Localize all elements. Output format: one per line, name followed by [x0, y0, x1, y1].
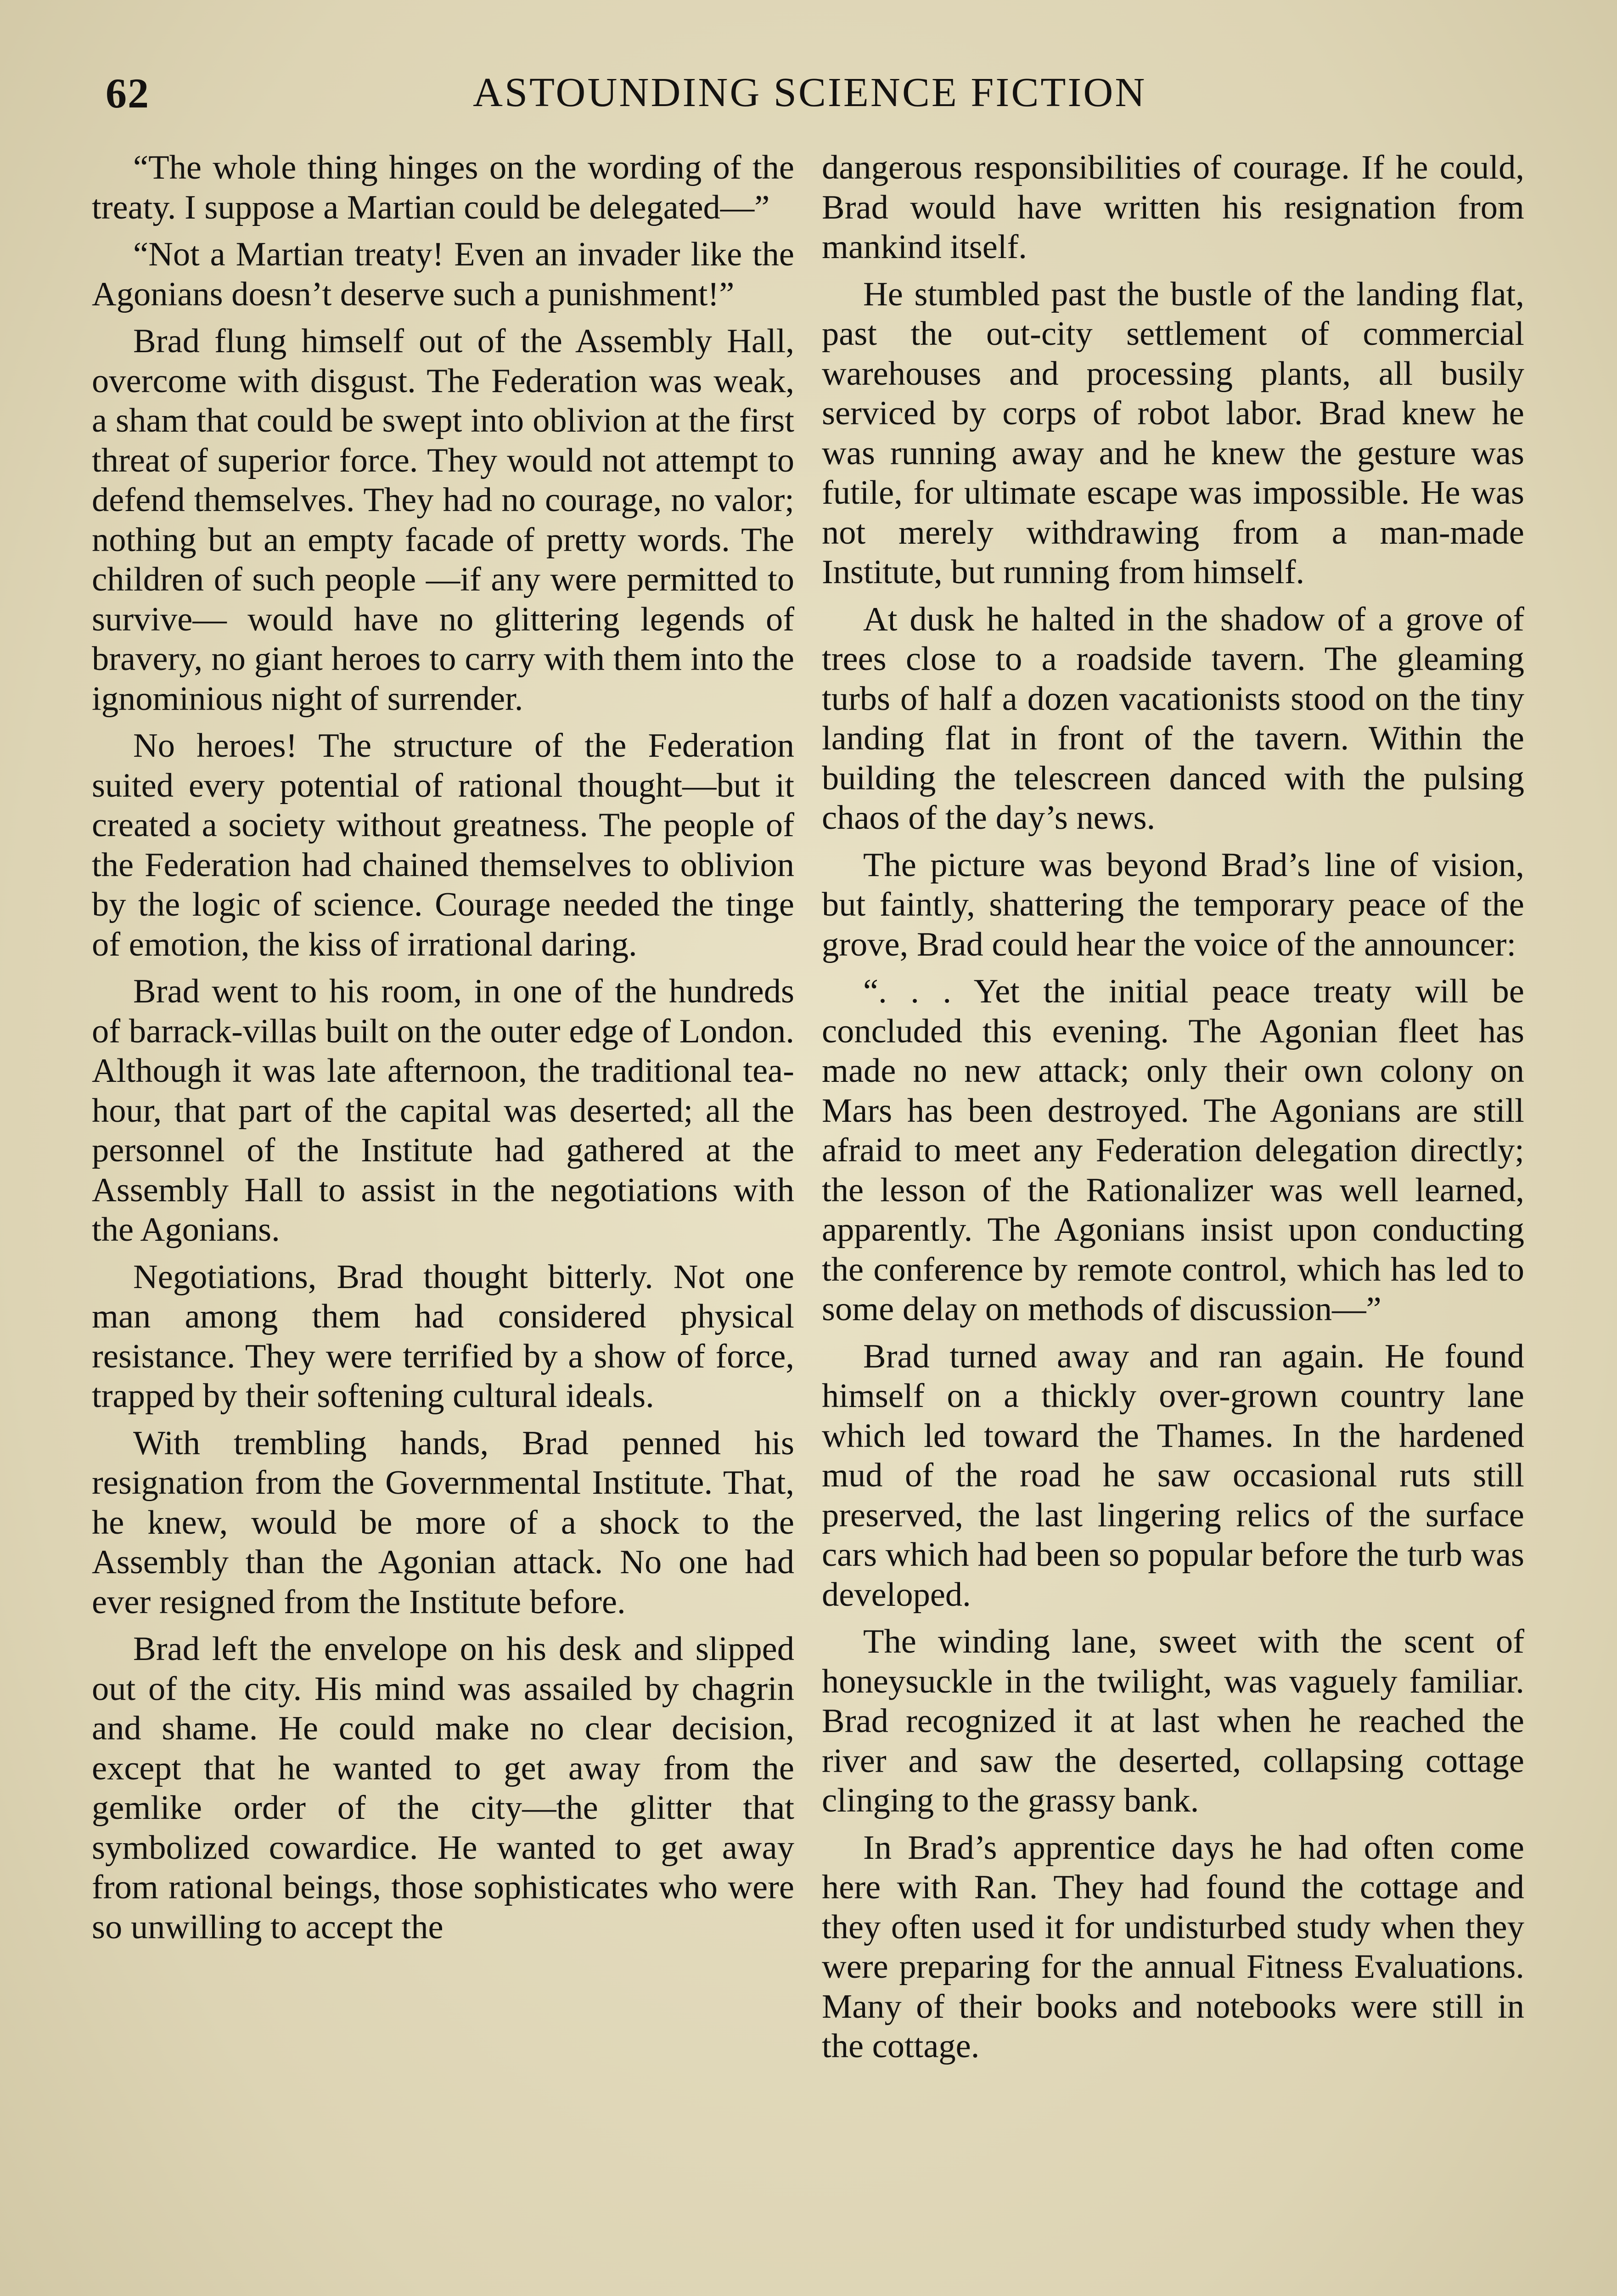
left-column	[92, 148, 794, 1954]
paragraph: Brad flung himself out of the Assembly Hall, overcome with disgust. The Federation was weak, a sham that could be swept into oblivion at the first threat of superior force. They would not attempt to defend themselves. They had no courage, no valor; nothing but an empty facade of pretty words. The children of such people —if any were permitted to survive— would have no glittering legends of bravery, no giant heroes to carry with them into the ignominious night of surrender.	[92, 322, 794, 718]
paragraph: In Brad’s apprentice days he had often come here with Ran. They had found the cottage and they often used it for undisturbed study when they were preparing for the annual Fitness Evaluations. Many of their books and notebooks were still in the cottage.	[822, 1829, 1524, 2065]
paragraph: The winding lane, sweet with the scent of honeysuckle in the twilight, was vaguely familiar. Brad recognized it at last when he reached the river and saw the deserted, collapsing cottage clinging to the grassy bank.	[822, 1623, 1524, 1819]
paragraph: Brad turned away and ran again. He found himself on a thickly over-grown country lane which led toward the Thames. In the hardened mud of the road he saw occasional ruts still preserved, the last lingering relics of the surface cars which had been so popular before the turb was developed.	[822, 1337, 1524, 1614]
continued-paragraph: dangerous responsibilities of courage. If he could, Brad would have written his resignation from mankind itself.	[822, 149, 1524, 266]
paragraph: “Not a Martian treaty! Even an invader like the Agonians doesn’t deserve such a punishment!”	[92, 236, 794, 313]
page-number: 62	[106, 70, 150, 117]
paragraph: At dusk he halted in the shadow of a grove of trees close to a roadside tavern. The gleaming turbs of half a dozen vacationists stood on the tiny landing flat in front of the tavern. Within the building the telescreen danced with the pulsing chaos of the day’s news.	[822, 600, 1524, 837]
paragraph: With trembling hands, Brad penned his resignation from the Governmental Institute. That, he knew, would be more of a shock to the Assembly than the Agonian attack. No one had ever resigned from the Institute before.	[92, 1424, 794, 1621]
paragraph: He stumbled past the bustle of the landing flat, past the out-city settlement of commercial warehouses and processing plants, all busily serviced by corps of robot labor. Brad knew he was running away and he knew the gesture was futile, for ultimate escape was impossible. He was not merely withdrawing from a man-made Institute, but running from himself.	[822, 275, 1524, 591]
paragraph: “The whole thing hinges on the wording of the treaty. I suppose a Martian could be delegated—”	[92, 149, 794, 226]
paragraph: The picture was beyond Brad’s line of vision, but faintly, shattering the temporary peace of the grove, Brad could hear the voice of the announcer:	[822, 846, 1524, 963]
right-column	[822, 148, 1524, 2074]
paragraph: Brad went to his room, in one of the hundreds of barrack-villas built on the outer edge of London. Although it was late afternoon, the traditional tea-hour, that part of the capital was deserted; all the personnel of the Institute had gathered at the Assembly Hall to assist in the negotiations with the Agonians.	[92, 973, 794, 1249]
paragraph: No heroes! The structure of the Federation suited every potential of rational thought—but it created a society without greatness. The people of the Federation had chained themselves to oblivion by the logic of science. Courage needed the tinge of emotion, the kiss of irrational daring.	[92, 727, 794, 963]
paragraph: Negotiations, Brad thought bitterly. Not one man among them had considered physical resistance. They were terrified by a show of force, trapped by their softening cultural ideals.	[92, 1258, 794, 1415]
paragraph: “. . . Yet the initial peace treaty will be concluded this evening. The Agonian fleet has made no new attack; only their own colony on Mars has been destroyed. The Agonians are still afraid to meet any Federation delegation directly; the lesson of the Rationalizer was well learned, apparently. The Agonians insist upon conducting the conference by remote control, which has led to some delay on methods of discussion—”	[822, 973, 1524, 1328]
paragraph: Brad left the envelope on his desk and slipped out of the city. His mind was assailed by chagrin and shame. He could make no clear decision, except that he wanted to get away from the gemlike order of the city—the glitter that symbolized cowardice. He wanted to get away from rational beings, those sophisticates who were so unwilling to accept the	[92, 1630, 794, 1946]
page-header	[106, 69, 1510, 129]
running-title: ASTOUNDING SCIENCE FICTION	[473, 70, 1147, 115]
